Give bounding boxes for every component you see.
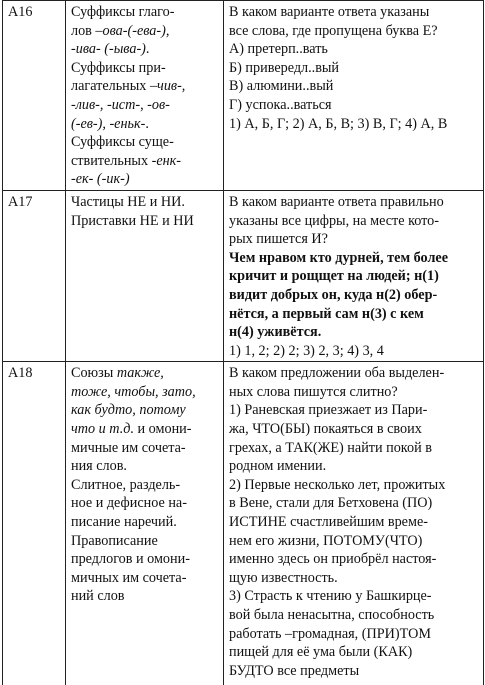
text-segment: все слова, где пропущена буква Е? [229,23,438,39]
text-segment: грехах, а ТАК(ЖЕ) найти покой в [229,440,432,456]
task-line [229,476,478,495]
text-segment: БУДТО все предметы [229,663,359,679]
text-segment: ний слов [71,588,125,604]
text-segment: видит добрых он, куда н(2) обер- [229,287,437,303]
topic-line [71,3,218,22]
text-segment: нем его жизни, ПОТОМУ(ЧТО) [229,533,422,549]
task-line [229,59,478,78]
topic-line [71,115,218,134]
text-segment: лов [71,23,95,39]
text-segment: Союзы [71,365,117,381]
task-line [229,115,478,134]
topic-line [71,513,218,532]
table-row [3,1,484,191]
table-row [3,362,484,685]
text-segment: Приставки НЕ и НИ [71,213,194,229]
text-segment: родном имении. [229,458,326,474]
text-segment: кричит и рощщет на людей; н(1) [229,268,439,284]
text-segment: Слитное, раздель- [71,477,180,493]
text-segment: (-ев-), -еньк- [71,116,145,132]
task-line [229,286,478,305]
text-segment: -енк- [152,153,181,169]
questions-table-body [3,1,484,685]
text-segment: 2) Первые несколько лет, прожитых [229,477,445,493]
task-line [229,383,478,402]
topic-line [71,77,218,96]
task-line [229,230,478,249]
task-line [229,401,478,420]
task-line [229,77,478,96]
task-line [229,420,478,439]
text-segment: А) претерп..вать [229,41,328,57]
topic-line [71,494,218,513]
questions-table [2,0,484,685]
text-segment: что и т.д. [71,421,134,437]
text-segment: ных слова пишутся слитно? [229,384,398,400]
task-line [229,249,478,268]
topic-line [71,212,218,231]
text-segment: н(4) уживётся. [229,324,321,340]
task-line [229,3,478,22]
task-cell [224,362,484,685]
text-segment: и омони- [134,421,192,437]
text-segment: Суффиксы при- [71,60,166,76]
text-segment: рых пишется И? [229,231,328,247]
task-line [229,267,478,286]
text-segment: ствительных [71,153,152,169]
task-line [229,40,478,59]
text-segment: -ива- (-ыва-) [71,41,146,57]
topic-cell [66,190,224,361]
question-id-cell [3,362,66,685]
topic-line [71,383,218,402]
topic-line [71,170,218,189]
question-id: А16 [8,4,32,20]
text-segment: пищей для её ума были (КАК) [229,644,412,660]
text-segment: вой была ненасытна, способность [229,607,434,623]
task-line [229,439,478,458]
task-line [229,193,478,212]
topic-line [71,532,218,551]
task-line [229,457,478,476]
text-segment: указаны все цифры, на месте кото- [229,213,439,229]
text-segment: Частицы НЕ и НИ. [71,194,185,210]
topic-line [71,193,218,212]
task-cell [224,1,484,191]
topic-line [71,22,218,41]
text-segment: 1) А, Б, Г; 2) А, Б, В; 3) В, Г; 4) А, В [229,116,447,132]
task-line [229,22,478,41]
topic-line [71,439,218,458]
topic-cell [66,362,224,685]
text-segment: нётся, а первый сам н(3) с кем [229,306,424,322]
text-segment: В каком предложении оба выделен- [229,365,444,381]
topic-line [71,457,218,476]
text-segment: 1) Раневская приезжает из Пари- [229,402,427,418]
topic-line [71,364,218,383]
question-id: А17 [8,194,32,210]
text-segment: именно здесь он приобрёл настоя- [229,551,436,567]
table-row [3,190,484,361]
topic-line [71,587,218,606]
text-segment: –ова-(-ева-), [95,23,169,39]
text-segment: ния слов. [71,458,127,474]
text-segment: Суффиксы глаго- [71,4,174,20]
task-line [229,569,478,588]
text-segment: писание наречий. [71,514,177,530]
topic-cell [66,1,224,191]
task-line [229,305,478,324]
topic-line [71,550,218,569]
text-segment: Г) успока..ваться [229,97,332,113]
text-segment: -лив-, -ист-, -ов- [71,97,170,113]
text-segment: ИСТИНЕ счастливейшим време- [229,514,428,530]
task-line [229,212,478,231]
task-line [229,96,478,115]
task-line [229,587,478,606]
text-segment: тоже, чтобы, зато, [71,384,196,400]
task-line [229,532,478,551]
text-segment: работать –громадная, (ПРИ)ТОМ [229,626,431,642]
task-line [229,323,478,342]
task-line [229,494,478,513]
task-line [229,550,478,569]
text-segment: Суффиксы суще- [71,134,174,150]
task-line [229,364,478,383]
task-line [229,643,478,662]
task-cell [224,190,484,361]
topic-line [71,96,218,115]
topic-line [71,401,218,420]
task-line [229,342,478,361]
text-segment: как будто, потому [71,402,186,418]
task-line [229,513,478,532]
text-segment: лагательных [71,78,150,94]
text-segment: ное и дефисное на- [71,495,187,511]
text-segment: мичные им сочета- [71,440,186,456]
text-segment: 1) 1, 2; 2) 2; 3) 2, 3; 4) 3, 4 [229,343,384,359]
question-id-cell [3,190,66,361]
topic-line [71,59,218,78]
topic-line [71,152,218,171]
question-id-cell [3,1,66,191]
text-segment: Чем нравом кто дурней, тем более [229,250,448,266]
topic-line [71,133,218,152]
topic-line [71,420,218,439]
text-segment: -ек- (-ик-) [71,171,130,187]
text-segment: также, [117,365,164,381]
text-segment: . [145,116,149,132]
task-line [229,606,478,625]
topic-line [71,40,218,59]
text-segment: жа, ЧТО(БЫ) покаяться в своих [229,421,422,437]
text-segment: В каком варианте ответа указаны [229,4,429,20]
text-segment: предлогов и омони- [71,551,190,567]
text-segment: мичных им сочета- [71,570,186,586]
task-line [229,625,478,644]
text-segment: . [146,41,150,57]
text-segment: В) алюмини..вый [229,78,333,94]
text-segment: В каком варианте ответа правильно [229,194,444,210]
text-segment: Б) привередл..вый [229,60,339,76]
text-segment: щую известность. [229,570,338,586]
text-segment: 3) Страсть к чтению у Башкирце- [229,588,432,604]
text-segment: в Вене, стали для Бетховена (ПО) [229,495,432,511]
topic-line [71,476,218,495]
topic-line [71,569,218,588]
text-segment: –чив-, [150,78,185,94]
question-id: А18 [8,365,32,381]
text-segment: Правописание [71,533,158,549]
